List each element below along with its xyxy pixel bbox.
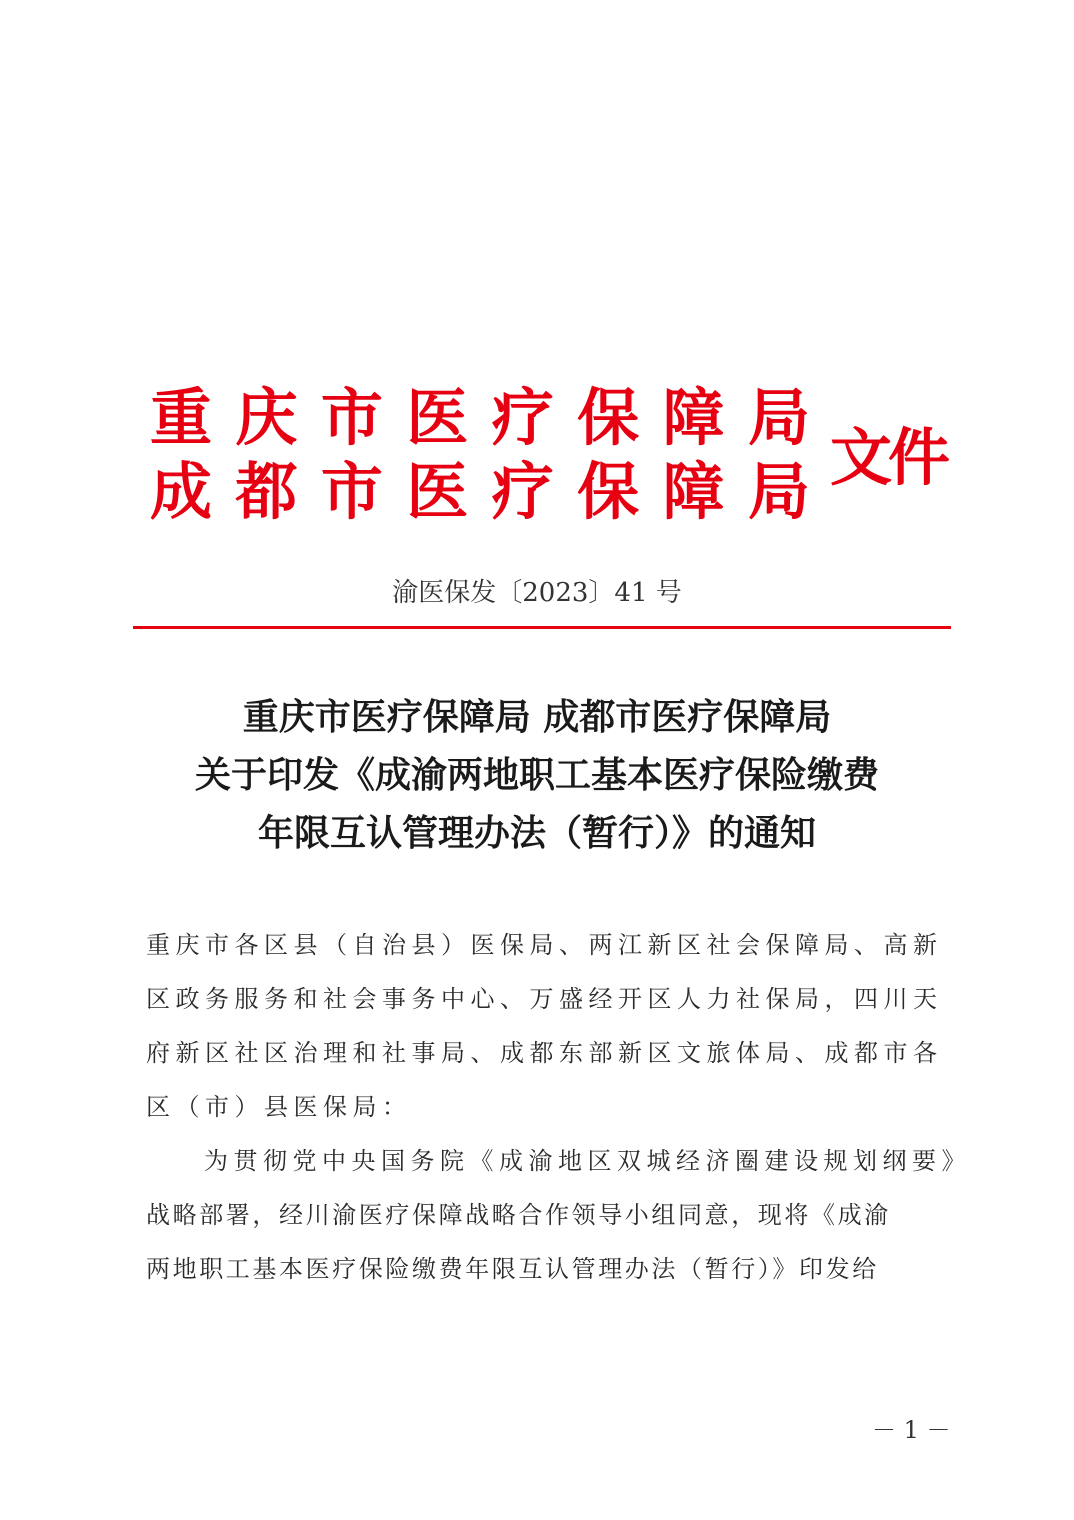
letterhead-char: 疗: [491, 455, 554, 528]
body-line: 两地职工基本医疗保险缴费年限互认管理办法（暂行）》印发给: [146, 1255, 879, 1283]
letterhead-suffix: 文件: [830, 421, 947, 494]
letterhead-char: 重: [150, 381, 213, 454]
title-line: 重庆市医疗保障局 成都市医疗保障局: [242, 696, 832, 738]
letterhead: [150, 381, 810, 528]
red-divider: [133, 626, 951, 629]
body-line: 区（市）县医保局：: [146, 1093, 412, 1121]
letterhead-char: 保: [577, 381, 640, 454]
title-line: 年限互认管理办法（暂行）》的通知: [257, 812, 816, 854]
body-line: 为贯彻党中央国务院《成渝地区双城经济圈建设规划纲要》: [204, 1147, 971, 1175]
body-line: 重庆市各区县（自治县）医保局、两江新区社会保障局、高新: [146, 931, 943, 959]
letterhead-line-chengdu: [150, 455, 810, 528]
letterhead-char: 疗: [491, 381, 554, 454]
document-number: 渝医保发〔2023〕41 号: [392, 578, 682, 608]
document-title: [0, 688, 1074, 862]
letterhead-char: 都: [235, 455, 298, 528]
letterhead-char: 保: [577, 455, 640, 528]
letterhead-char: 医: [406, 381, 469, 454]
letterhead-char: 局: [747, 381, 810, 454]
letterhead-char: 障: [662, 455, 725, 528]
document-body: [146, 918, 971, 1296]
letterhead-char: 成: [150, 455, 213, 528]
title-line: 关于印发《成渝两地职工基本医疗保险缴费: [194, 754, 879, 796]
letterhead-char: 庆: [235, 381, 298, 454]
letterhead-line-chongqing: [150, 381, 810, 454]
letterhead-char: 市: [320, 455, 383, 528]
letterhead-char: 障: [662, 381, 725, 454]
body-line: 府新区社区治理和社事局、成都东部新区文旅体局、成都市各: [146, 1039, 943, 1067]
letterhead-char: 医: [406, 455, 469, 528]
body-line: 战略部署，经川渝医疗保障战略合作领导小组同意，现将《成渝: [146, 1201, 891, 1229]
letterhead-char: 市: [320, 381, 383, 454]
page-number: － 1 －: [872, 1416, 951, 1444]
body-line: 区政务服务和社会事务中心、万盛经开区人力社保局，四川天: [146, 985, 943, 1013]
letterhead-char: 局: [747, 455, 810, 528]
